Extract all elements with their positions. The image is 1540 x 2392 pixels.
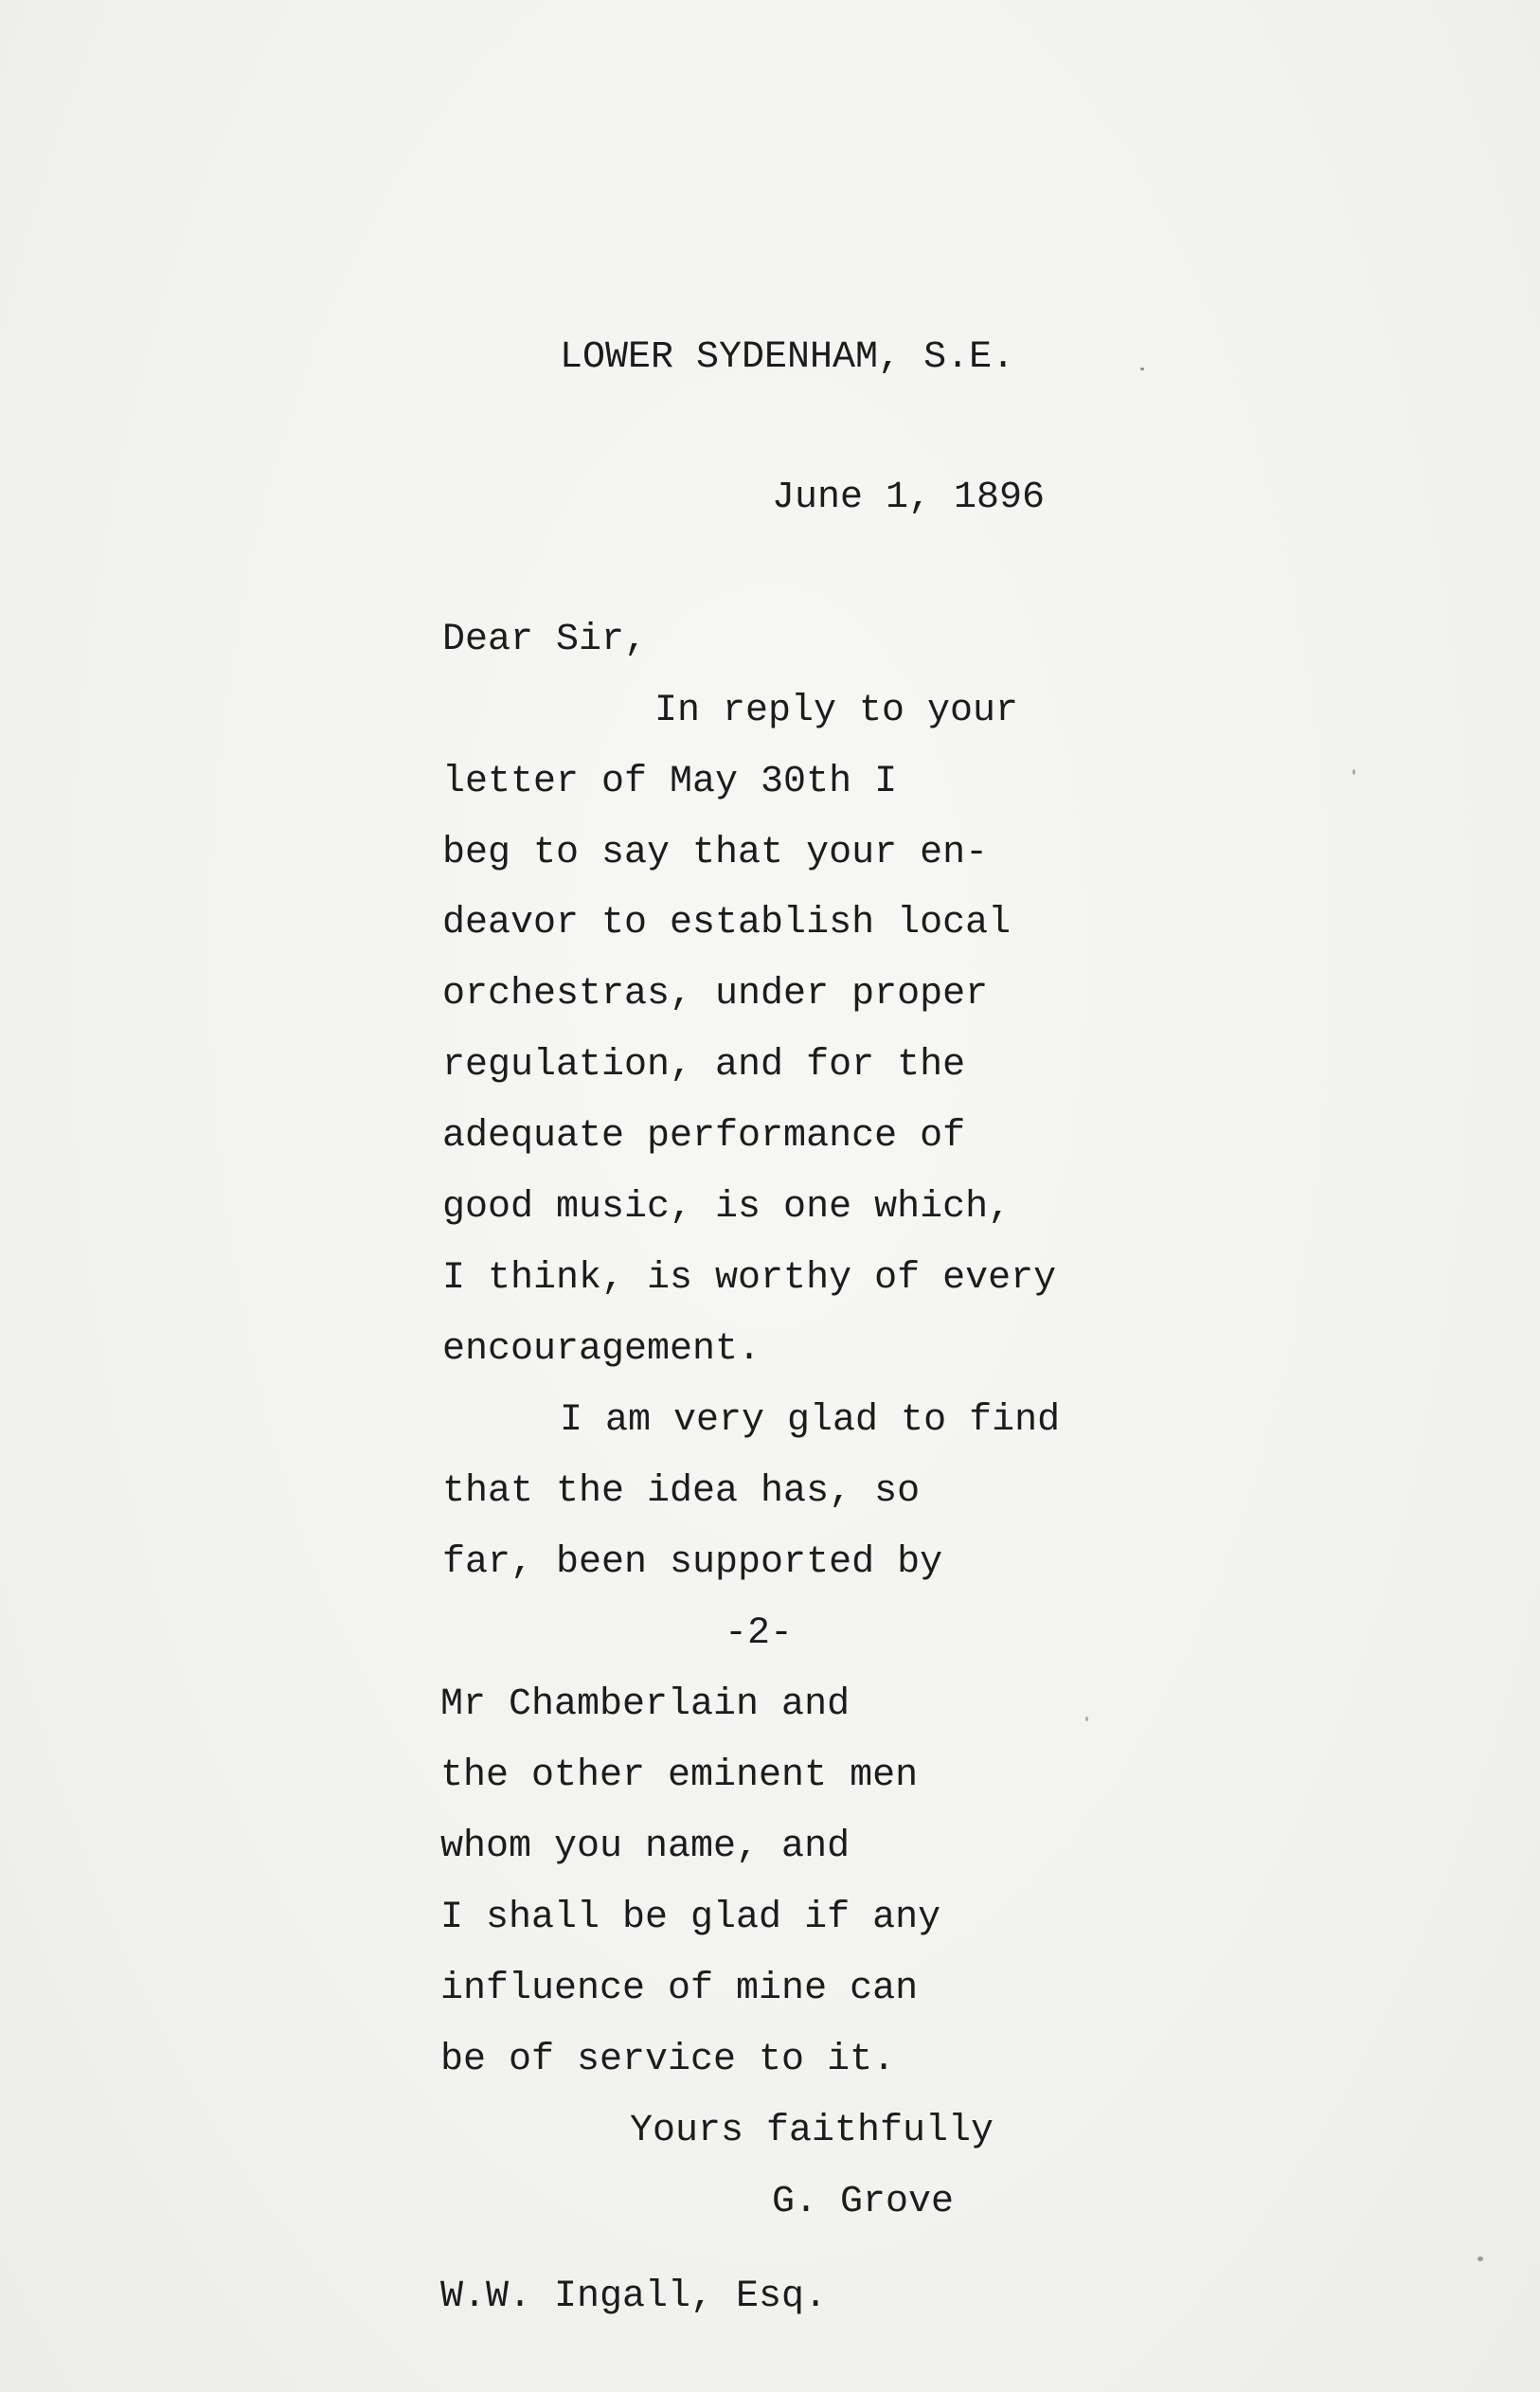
letter-date: June 1, 1896 — [772, 477, 1046, 519]
paper-speck — [1352, 769, 1355, 775]
body-line: far, been supported by — [442, 1541, 943, 1584]
letter-salutation: Dear Sir, — [442, 619, 648, 661]
letter-recipient: W.W. Ingall, Esq. — [440, 2275, 828, 2318]
letter-signature: G. Grove — [772, 2181, 955, 2223]
body-line: be of service to it. — [440, 2039, 896, 2081]
letter-closing: Yours faithfully — [630, 2110, 994, 2152]
body-line: the other eminent men — [440, 1754, 919, 1797]
body-line: I think, is worthy of every — [442, 1257, 1057, 1300]
body-line: adequate performance of — [442, 1115, 966, 1158]
body-line: orchestras, under proper — [442, 973, 989, 1016]
body-line: good music, is one which, — [442, 1186, 1012, 1229]
body-line: encouragement. — [442, 1328, 761, 1371]
paper-speck — [1477, 2257, 1483, 2261]
body-line: I am very glad to find — [560, 1399, 1061, 1442]
body-line: beg to say that your en- — [442, 832, 989, 874]
body-line: that the idea has, so — [442, 1470, 921, 1513]
body-line: In reply to your — [654, 690, 1019, 732]
body-line: influence of mine can — [440, 1968, 919, 2010]
page-marker: -2- — [725, 1612, 794, 1655]
body-line: Mr Chamberlain and — [440, 1683, 851, 1726]
body-line: whom you name, and — [440, 1825, 851, 1868]
body-line: deavor to establish local — [442, 902, 1012, 944]
body-line: I shall be glad if any — [440, 1897, 941, 1939]
paper-speck — [1140, 368, 1144, 370]
body-line: regulation, and for the — [442, 1044, 966, 1087]
body-line: letter of May 30th I — [442, 761, 898, 803]
paper-speck — [1085, 1717, 1088, 1721]
letter-address: LOWER SYDENHAM, S.E. — [560, 336, 1015, 379]
